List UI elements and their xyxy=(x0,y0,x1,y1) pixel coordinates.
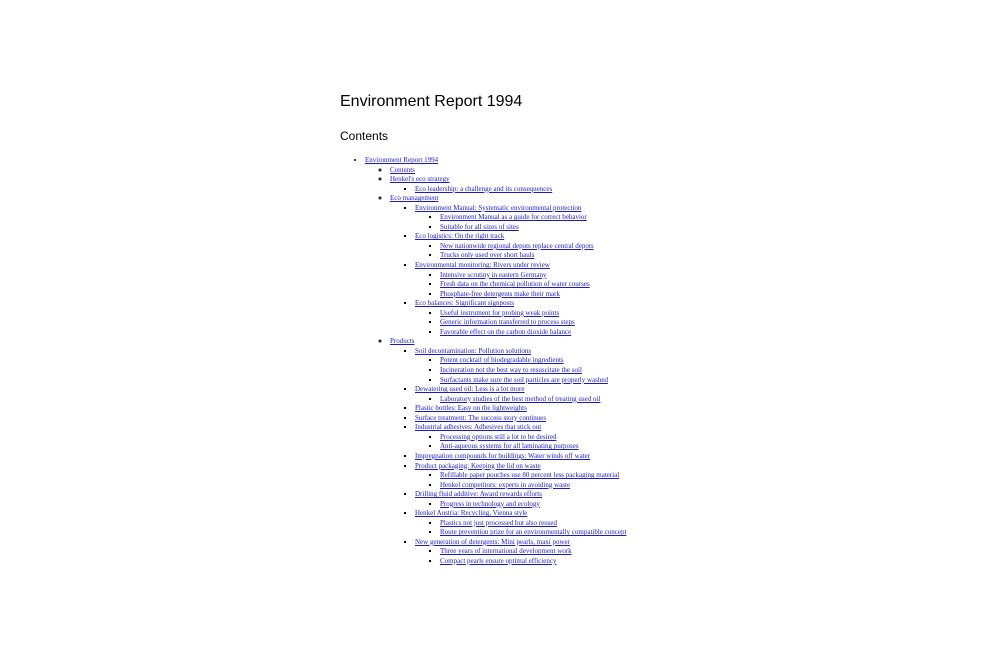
toc-item xyxy=(415,185,760,195)
toc-link[interactable]: Eco logistics: On the right track xyxy=(415,232,505,241)
toc-link[interactable]: Useful instrument for probing weak points xyxy=(440,308,560,317)
toc-link[interactable]: Environment Manual as a guide for correct behavior xyxy=(440,213,587,222)
toc-link[interactable]: Compact pearls ensure optimal efficiency xyxy=(440,556,557,565)
toc-link[interactable]: New generation of detergents: Mini pearls, maxi power xyxy=(415,537,570,546)
page-title: Environment Report 1994 xyxy=(340,93,523,110)
toc-item xyxy=(415,538,760,567)
toc-link[interactable]: Phosphate-free detergents make their mark xyxy=(440,289,560,298)
toc-list-level-3 xyxy=(390,204,760,338)
toc-link[interactable]: Surface treatment: The success story continues xyxy=(415,413,547,422)
document xyxy=(340,92,760,567)
toc-link[interactable]: Progress in technology and ecology xyxy=(440,499,540,508)
toc-item xyxy=(415,509,760,538)
toc-item xyxy=(390,175,760,194)
toc-list-level-4 xyxy=(415,356,760,385)
toc-link[interactable]: Dewatering used oil: Less is a lot more xyxy=(415,385,525,394)
toc-item xyxy=(440,366,760,376)
toc-item xyxy=(440,309,760,319)
contents-heading: Contents xyxy=(340,129,389,143)
toc-item xyxy=(440,442,760,452)
toc-link[interactable]: Fresh data on the chemical pollution of water courses xyxy=(440,280,590,289)
toc-item xyxy=(440,519,760,529)
toc-item xyxy=(440,500,760,510)
toc-list-level-3 xyxy=(390,185,760,195)
toc-item xyxy=(415,452,760,462)
toc-item xyxy=(440,547,760,557)
toc-link[interactable]: Environment Manual: Systematic environmental protection xyxy=(415,203,582,212)
toc-list-level-4 xyxy=(415,433,760,452)
toc-link[interactable]: Contents xyxy=(390,165,415,174)
toc-item xyxy=(415,299,760,337)
toc-list-level-4 xyxy=(415,271,760,300)
toc-item xyxy=(440,251,760,261)
toc-item xyxy=(390,337,760,566)
toc-item xyxy=(390,166,760,176)
toc-link[interactable]: Processing options still a lot to be desired xyxy=(440,432,557,441)
toc-item xyxy=(440,557,760,567)
toc-item xyxy=(440,528,760,538)
toc-link[interactable]: Generic information transferred to process steps xyxy=(440,318,575,327)
toc-link[interactable]: Three years of international development work xyxy=(440,547,572,556)
toc-link[interactable]: Environment Report 1994 xyxy=(365,156,439,164)
toc-item xyxy=(440,318,760,328)
toc-item xyxy=(415,490,760,509)
toc-link[interactable]: Henkel's eco strategy xyxy=(390,175,450,184)
toc-link[interactable]: Anti-aqueous systems for all laminating purposes xyxy=(440,442,579,451)
toc-item xyxy=(440,280,760,290)
toc-link[interactable]: Eco balances: Significant signposts xyxy=(415,299,514,308)
toc-link[interactable]: Potent cocktail of biodegradable ingredients xyxy=(440,356,564,365)
toc-link[interactable]: Suitable for all sizes of sites xyxy=(440,222,519,231)
toc-item xyxy=(415,347,760,385)
toc-item xyxy=(440,328,760,338)
toc-item xyxy=(415,261,760,299)
toc-list-level-4 xyxy=(415,547,760,566)
toc-item xyxy=(440,433,760,443)
toc-link[interactable]: Product packaging: Keeping the lid on waste xyxy=(415,461,541,470)
toc-link[interactable]: Eco management xyxy=(390,194,439,203)
toc-link[interactable]: Environmental monitoring: Rivers under review xyxy=(415,261,550,270)
toc-item xyxy=(365,156,760,567)
toc-link[interactable]: Drilling fluid additive: Award rewards efforts xyxy=(415,490,542,499)
toc-item xyxy=(440,481,760,491)
toc-link[interactable]: Laboratory studies of the best method of treating used oil xyxy=(440,394,601,403)
toc-link[interactable]: New nationwide regional depots replace central depots xyxy=(440,241,594,250)
toc-item xyxy=(440,471,760,481)
table-of-contents xyxy=(340,156,760,567)
toc-list-level-4 xyxy=(415,213,760,232)
toc-item xyxy=(440,242,760,252)
toc-link[interactable]: Intensive scrutiny in eastern Germany xyxy=(440,270,547,279)
toc-link[interactable]: Henkel Austria: Recycling, Vienna style xyxy=(415,509,528,518)
toc-list-level-3 xyxy=(390,347,760,567)
toc-link[interactable]: Plastics not just processed but also reused xyxy=(440,518,558,527)
toc-link[interactable]: Incineration not the best way to resuscitate the soil xyxy=(440,366,582,375)
toc-item xyxy=(440,376,760,386)
toc-item xyxy=(440,271,760,281)
toc-link[interactable]: Surfactants make sure the soil particles are properly washed xyxy=(440,375,608,384)
toc-link[interactable]: Industrial adhesives: Adhesives that stick out xyxy=(415,423,542,432)
toc-item xyxy=(415,404,760,414)
toc-item xyxy=(440,356,760,366)
toc-item xyxy=(415,462,760,491)
toc-link[interactable]: Henkel competitors: experts in avoiding waste xyxy=(440,480,571,489)
toc-item xyxy=(415,385,760,404)
toc-item xyxy=(440,395,760,405)
toc-link[interactable]: Eco leadership: a challenge and its consequences xyxy=(415,184,553,193)
toc-link[interactable]: Impregnation compounds for buildings: Water winds off water xyxy=(415,451,591,460)
toc-item xyxy=(415,414,760,424)
toc-list-level-4 xyxy=(415,471,760,490)
toc-list-level-4 xyxy=(415,519,760,538)
toc-item xyxy=(390,194,760,337)
toc-list-level-4 xyxy=(415,500,760,510)
toc-link[interactable]: Favorable effect on the carbon dioxide balance xyxy=(440,327,572,336)
toc-link[interactable]: Plastic bottles: Easy on the lightweights xyxy=(415,404,527,413)
toc-item xyxy=(440,213,760,223)
toc-item xyxy=(415,423,760,452)
toc-item xyxy=(440,290,760,300)
toc-link[interactable]: Route prevention prize for an environmentally compatible concept xyxy=(440,528,627,537)
toc-list-level-4 xyxy=(415,242,760,261)
toc-list-level-2 xyxy=(365,166,760,567)
toc-list-level-4 xyxy=(415,309,760,338)
toc-link[interactable]: Products xyxy=(390,337,415,346)
toc-link[interactable]: Refillable paper pouches use 80 percent less packaging material xyxy=(440,471,620,480)
toc-link[interactable]: Soil decontamination: Pollution solutions xyxy=(415,346,532,355)
toc-list-level-4 xyxy=(415,395,760,405)
toc-link[interactable]: Trucks only used over short hauls xyxy=(440,251,535,260)
toc-item xyxy=(415,204,760,233)
toc-list-level-1 xyxy=(340,156,760,567)
toc-item xyxy=(440,223,760,233)
toc-item xyxy=(415,232,760,261)
